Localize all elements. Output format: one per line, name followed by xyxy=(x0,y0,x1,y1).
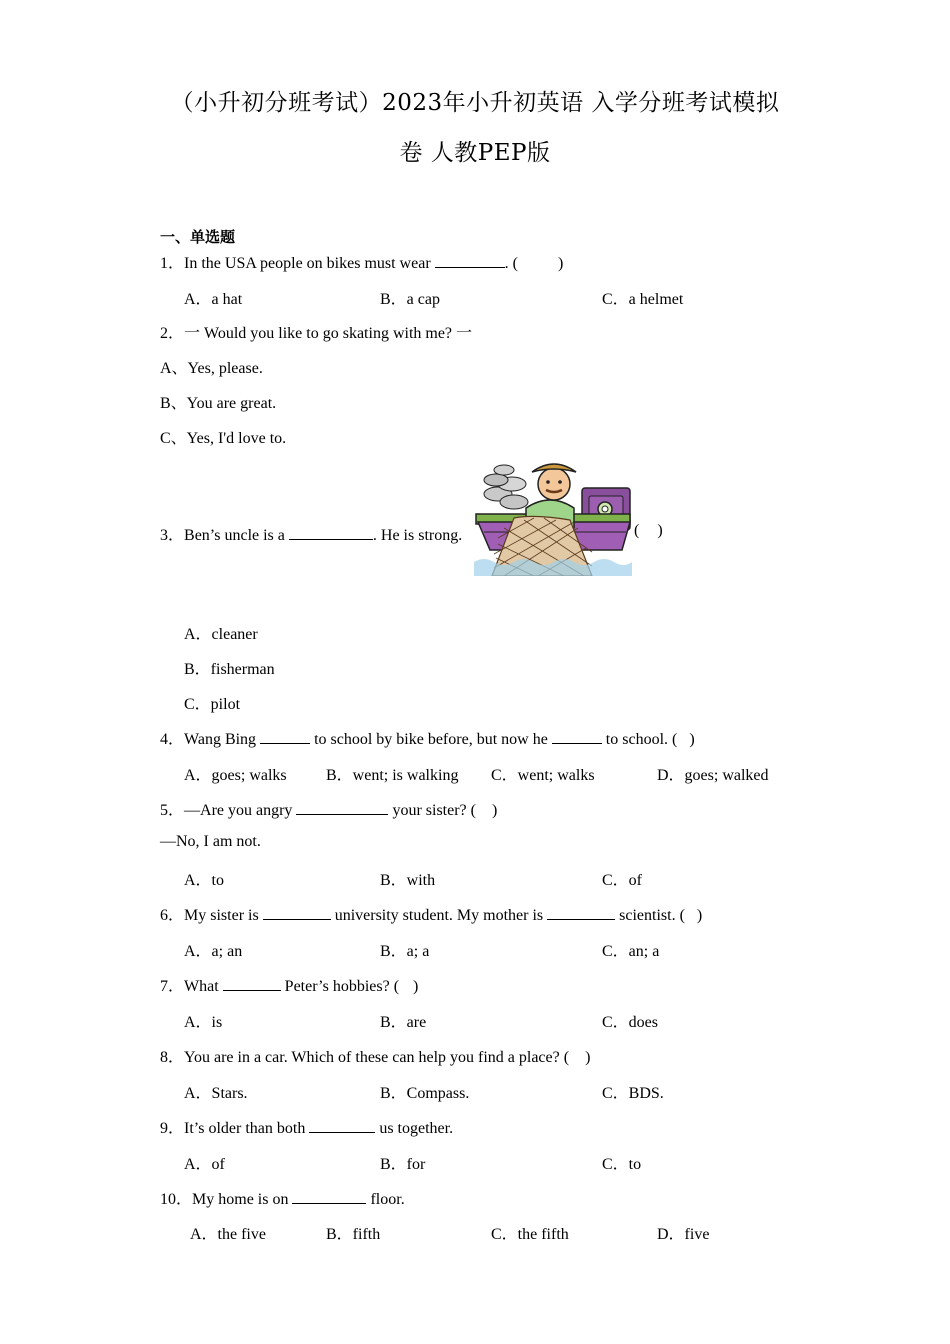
question-5-reply: —No, I am not. xyxy=(160,833,261,850)
question-2 xyxy=(160,320,472,343)
question-text: . He is strong. xyxy=(372,527,463,544)
option-a[interactable]: A．the five xyxy=(190,1226,266,1243)
question-text: It’s older than both xyxy=(184,1120,306,1137)
question-8 xyxy=(160,1044,590,1067)
option-a[interactable]: A、Yes, please. xyxy=(160,360,263,377)
question-4 xyxy=(160,726,695,749)
question-text: to school by bike before, but now he xyxy=(314,731,548,748)
paren-close: ) xyxy=(689,731,695,748)
option-c[interactable]: C．an; a xyxy=(602,943,660,960)
option-c[interactable]: C．the fifth xyxy=(491,1226,569,1243)
option-a[interactable]: A．cleaner xyxy=(184,626,258,643)
option-c[interactable]: C．of xyxy=(602,872,643,889)
question-text: us together. xyxy=(379,1120,454,1137)
answer-blank[interactable] xyxy=(223,976,281,991)
question-number: 2． xyxy=(160,325,185,342)
option-c[interactable]: C．to xyxy=(602,1156,642,1173)
option-a[interactable]: A．to xyxy=(184,872,225,889)
option-a[interactable]: A．goes; walks xyxy=(184,767,287,784)
question-number: 1． xyxy=(160,255,185,272)
document-title-line1: （小升初分班考试）2023年小升初英语 入学分班考试模拟 xyxy=(170,90,780,116)
question-6 xyxy=(160,902,702,925)
option-b[interactable]: B．a; a xyxy=(380,943,430,960)
option-c[interactable]: C．does xyxy=(602,1014,659,1031)
paren-close: ) xyxy=(585,1049,591,1066)
question-text: scientist. ( xyxy=(619,907,685,924)
option-d[interactable]: D．five xyxy=(657,1226,710,1243)
option-a[interactable]: A．a hat xyxy=(184,291,243,308)
question-3 xyxy=(160,522,462,545)
question-text: university student. My mother is xyxy=(334,907,544,924)
option-c[interactable]: C．went; walks xyxy=(491,767,595,784)
question-number: 3． xyxy=(160,527,185,544)
question-1 xyxy=(160,250,563,273)
paren-close: ) xyxy=(413,978,419,995)
question-text: your sister? ( xyxy=(392,802,476,819)
option-b[interactable]: B．a cap xyxy=(380,291,440,308)
question-text: Peter’s hobbies? ( xyxy=(284,978,400,995)
option-a[interactable]: A．Stars. xyxy=(184,1085,248,1102)
question-text: Wang Bing xyxy=(184,731,257,748)
option-a[interactable]: A．of xyxy=(184,1156,225,1173)
paren-close: ) xyxy=(557,255,564,272)
answer-blank[interactable] xyxy=(296,800,388,815)
question-number: 9． xyxy=(160,1120,185,1137)
option-b[interactable]: B、You are great. xyxy=(160,395,277,412)
option-c[interactable]: C．BDS. xyxy=(602,1085,664,1102)
option-c[interactable]: C、Yes, I'd love to. xyxy=(160,430,287,447)
option-b[interactable]: B．are xyxy=(380,1014,427,1031)
option-b[interactable]: B．with xyxy=(380,872,436,889)
option-c[interactable]: C．a helmet xyxy=(602,291,684,308)
answer-blank[interactable] xyxy=(552,729,602,744)
question-text: In the USA people on bikes must wear xyxy=(184,255,431,272)
answer-blank[interactable] xyxy=(435,253,505,268)
answer-blank[interactable] xyxy=(292,1189,366,1204)
question-text: My home is on xyxy=(192,1191,289,1208)
option-c[interactable]: C．pilot xyxy=(184,696,241,713)
paren-close: ) xyxy=(657,522,663,539)
question-text: 一 Would you like to go skating with me? 一 xyxy=(184,325,473,342)
paren-open: ( xyxy=(634,522,640,539)
question-9 xyxy=(160,1115,453,1138)
document-title-line2: 卷 人教PEP版 xyxy=(399,140,551,166)
paren-close: ) xyxy=(491,802,498,819)
answer-blank[interactable] xyxy=(309,1118,375,1133)
option-a[interactable]: A．a; an xyxy=(184,943,243,960)
question-text: What xyxy=(184,978,219,995)
paren-close: ) xyxy=(696,907,703,924)
question-3-paren xyxy=(634,522,663,540)
question-text: . ( xyxy=(504,255,518,272)
answer-blank[interactable] xyxy=(289,525,373,540)
section-heading: 一、单选题 xyxy=(160,228,236,246)
option-b[interactable]: B．went; is walking xyxy=(326,767,459,784)
question-number: 5． xyxy=(160,802,185,819)
option-a[interactable]: A．is xyxy=(184,1014,223,1031)
question-text: floor. xyxy=(370,1191,405,1208)
question-text: to school. ( xyxy=(605,731,678,748)
question-number: 4． xyxy=(160,731,185,748)
question-text: You are in a car. Which of these can help you find a place? ( xyxy=(184,1049,570,1066)
question-text: Ben’s uncle is a xyxy=(184,527,285,544)
option-b[interactable]: B．fifth xyxy=(326,1226,381,1243)
answer-blank[interactable] xyxy=(260,729,310,744)
answer-blank[interactable] xyxy=(547,905,615,920)
question-7 xyxy=(160,973,418,996)
question-10 xyxy=(160,1186,405,1209)
question-number: 7． xyxy=(160,978,185,995)
answer-blank[interactable] xyxy=(263,905,331,920)
question-number: 8． xyxy=(160,1049,185,1066)
question-text: —Are you angry xyxy=(184,802,293,819)
option-d[interactable]: D．goes; walked xyxy=(657,767,769,784)
question-number: 10． xyxy=(160,1191,193,1208)
question-number: 6． xyxy=(160,907,185,924)
question-5 xyxy=(160,797,497,820)
option-b[interactable]: B．fisherman xyxy=(184,661,275,678)
fisherman-illustration xyxy=(474,458,632,576)
option-b[interactable]: B．for xyxy=(380,1156,426,1173)
option-b[interactable]: B．Compass. xyxy=(380,1085,470,1102)
question-text: My sister is xyxy=(184,907,259,924)
